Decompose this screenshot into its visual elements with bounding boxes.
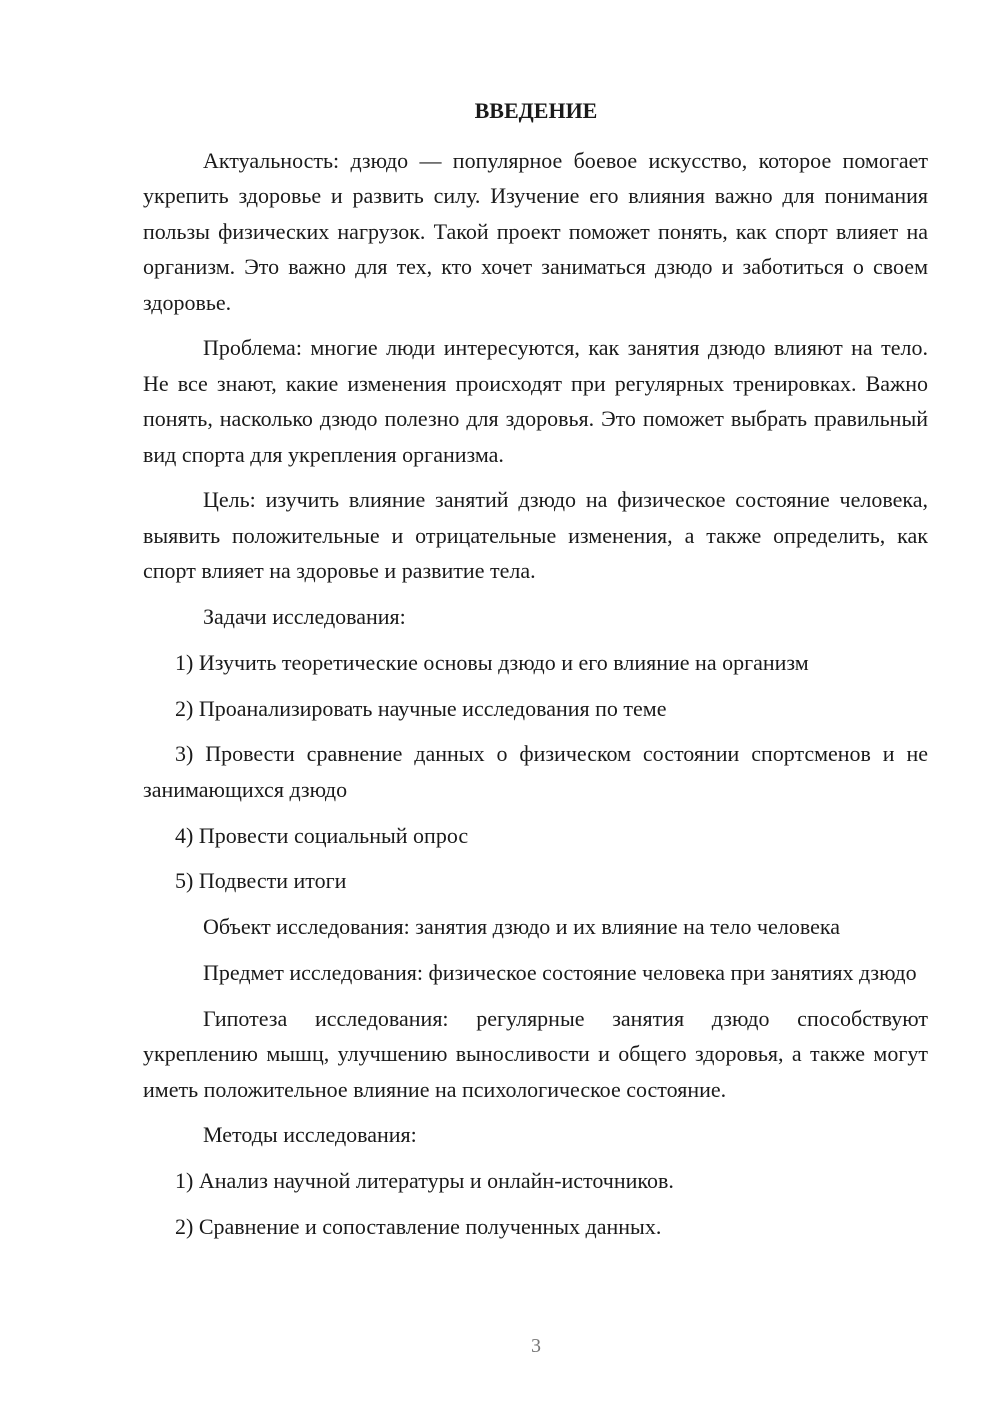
tasks-heading: Задачи исследования: [203,604,406,630]
task-item-3: 3) Провести сравнение данных о физическом состоянии спортсменов и не занимающихся дзюдо [143,741,928,802]
task-item-4: 4) Провести социальный опрос [175,822,469,848]
method-item-1: 1) Анализ научной литературы и онлайн-источников. [175,1168,674,1194]
task-item-2: 2) Проанализировать научные исследования по теме [175,695,667,721]
paragraph-relevance: Актуальность: дзюдо — популярное боевое искусство, которое помогает укрепить здоровье и развить силу. Изучение его влияния важно для понимания пользы физических нагрузок. Такой проект поможет понять, как спорт влияет на организм. Это важно для тех, кто хочет заниматься дзюдо и заботиться о своем здоровье. [143,148,928,315]
methods-heading: Методы исследования: [203,1122,417,1148]
method-item-2: 2) Сравнение и сопоставление полученных данных. [175,1214,662,1240]
paragraph-goal: Цель: изучить влияние занятий дзюдо на физическое состояние человека, выявить положительные и отрицательные изменения, а также определить, как спорт влияет на здоровье и развитие тела. [143,487,928,584]
task-item-1: 1) Изучить теоретические основы дзюдо и его влияние на организм [175,649,809,675]
paragraph-object: Объект исследования: занятия дзюдо и их влияние на тело человека [203,914,840,940]
paragraph-subject: Предмет исследования: физическое состояние человека при занятиях дзюдо [203,960,917,986]
task-item-5: 5) Подвести итоги [175,868,347,894]
page-title: ВВЕДЕНИЕ [474,98,598,123]
page-number: 3 [531,1335,541,1357]
paragraph-hypothesis: Гипотеза исследования: регулярные занятия дзюдо способствуют укреплению мышц, улучшению выносливости и общего здоровья, а также могут иметь положительное влияние на психологическое состояние. [143,1005,928,1102]
document-body [143,143,928,1244]
paragraph-problem: Проблема: многие люди интересуются, как занятия дзюдо влияют на тело. Не все знают, какие изменения происходят при регулярных тренировках. Важно понять, насколько дзюдо полезно для здоровья. Это поможет выбрать правильный вид спорта для укрепления организма. [143,335,928,467]
